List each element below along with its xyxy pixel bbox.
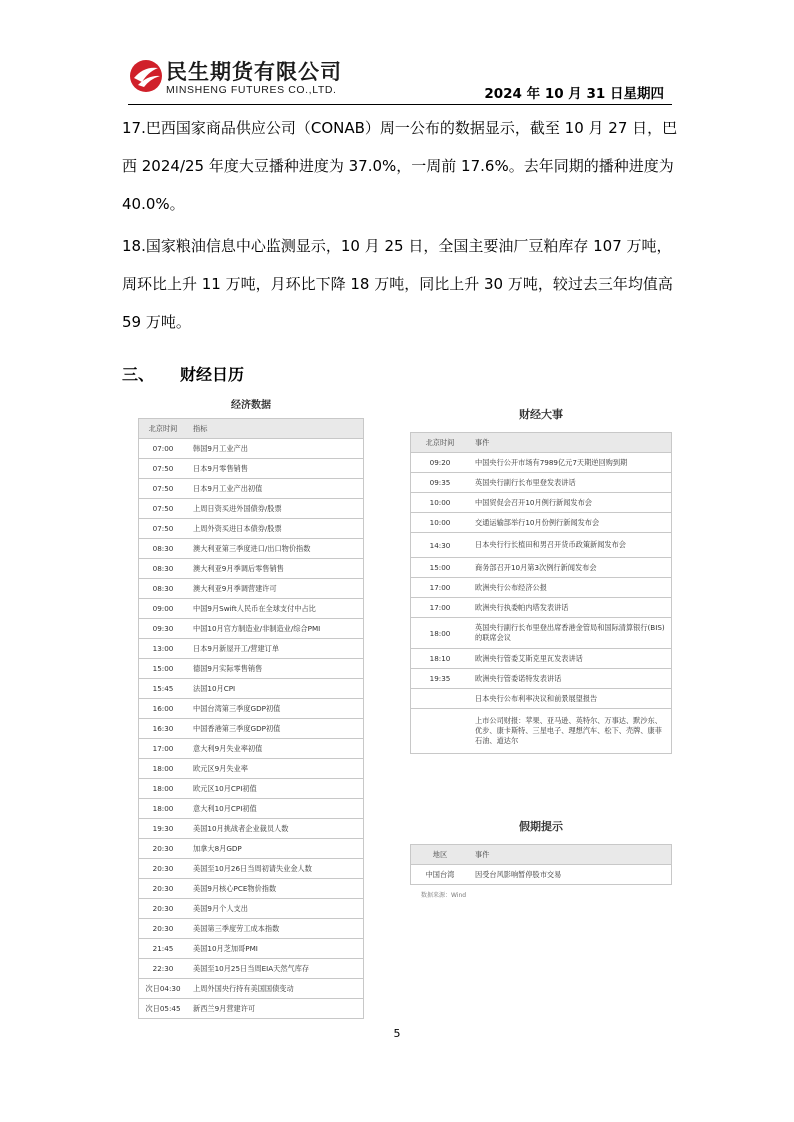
cell-time: 09:30 xyxy=(139,619,188,639)
table-row xyxy=(139,739,364,759)
header-divider xyxy=(128,104,672,105)
table-row xyxy=(411,865,672,885)
page-number: 5 xyxy=(393,1027,401,1040)
table-row xyxy=(139,939,364,959)
cell-content: 因受台风影响暂停股市交易 xyxy=(469,865,672,885)
table-row xyxy=(411,709,672,754)
table-row xyxy=(411,689,672,709)
cell-time: 09:20 xyxy=(411,453,470,473)
table-row xyxy=(411,473,672,493)
cell-time: 08:30 xyxy=(139,539,188,559)
cell-content: 英国央行副行长布里登出席香港金管局和国际清算银行(BIS)的联席会议 xyxy=(469,618,672,649)
cell-time: 20:30 xyxy=(139,919,188,939)
table-row xyxy=(139,499,364,519)
cell-content: 美国至10月26日当周初请失业金人数 xyxy=(187,859,364,879)
table-row xyxy=(139,459,364,479)
cell-time: 09:35 xyxy=(411,473,470,493)
cell-content: 欧洲央行执委帕内塔发表讲话 xyxy=(469,598,672,618)
cell-content: 上市公司财报：苹果、亚马逊、英特尔、万事达、默沙东、优步、康卡斯特、三星电子、理想汽车、松下、壳牌、康菲石油、道达尔 xyxy=(469,709,672,754)
cell-time: 19:30 xyxy=(139,819,188,839)
table-row xyxy=(139,819,364,839)
cell-time: 20:30 xyxy=(139,859,188,879)
holiday-table xyxy=(410,844,672,885)
cell-content: 美国10月挑战者企业裁员人数 xyxy=(187,819,364,839)
cell-content: 意大利9月失业率初值 xyxy=(187,739,364,759)
cell-time: 14:30 xyxy=(411,533,470,558)
cell-content: 日本9月零售销售 xyxy=(187,459,364,479)
cell-content: 日本央行行长植田和男召开货币政策新闻发布会 xyxy=(469,533,672,558)
table-row xyxy=(411,598,672,618)
cell-time: 07:00 xyxy=(139,439,188,459)
table-row xyxy=(139,559,364,579)
cell-time: 15:45 xyxy=(139,679,188,699)
cell-content: 中国10月官方制造业/非制造业/综合PMI xyxy=(187,619,364,639)
data-source-note: 数据来源：Wind xyxy=(421,892,467,899)
cell-content: 欧元区10月CPI初值 xyxy=(187,779,364,799)
table-row xyxy=(139,919,364,939)
table-row xyxy=(411,493,672,513)
table-header-row xyxy=(411,845,672,865)
cell-time: 18:10 xyxy=(411,649,470,669)
table-header-row xyxy=(139,419,364,439)
cell-content: 交通运输部举行10月份例行新闻发布会 xyxy=(469,513,672,533)
cell-time: 15:00 xyxy=(139,659,188,679)
paragraph-text: 国家粮油信息中心监测显示，10 月 25 日，全国主要油厂豆粕库存 107 万吨，周环比上升 11 万吨，月环比下降 18 万吨，同比上升 30 万吨，较过去三年均值高 59 万吨。 xyxy=(122,237,673,331)
financial-events-table xyxy=(410,432,672,754)
column-header-event: 事件 xyxy=(469,433,672,453)
cell-time: 10:00 xyxy=(411,513,470,533)
table-row xyxy=(139,959,364,979)
table-row xyxy=(139,439,364,459)
cell-content: 日本9月新屋开工/营建订单 xyxy=(187,639,364,659)
financial-events-title: 财经大事 xyxy=(519,408,563,421)
table-row xyxy=(139,479,364,499)
table-row xyxy=(411,618,672,649)
economic-data-title: 经济数据 xyxy=(231,400,271,411)
cell-content: 英国央行副行长布里登发表讲话 xyxy=(469,473,672,493)
column-header-time: 北京时间 xyxy=(411,433,470,453)
cell-time: 20:30 xyxy=(139,899,188,919)
table-row xyxy=(139,879,364,899)
cell-content: 意大利10月CPI初值 xyxy=(187,799,364,819)
table-row xyxy=(139,519,364,539)
cell-content: 中国9月Swift人民币在全球支付中占比 xyxy=(187,599,364,619)
cell-content: 中国贸促会召开10月例行新闻发布会 xyxy=(469,493,672,513)
cell-content: 美国第三季度劳工成本指数 xyxy=(187,919,364,939)
cell-time: 18:00 xyxy=(139,779,188,799)
cell-time: 22:30 xyxy=(139,959,188,979)
section-heading xyxy=(122,362,244,385)
table-row xyxy=(411,453,672,473)
column-header-indicator: 指标 xyxy=(187,419,364,439)
table-row xyxy=(411,558,672,578)
economic-data-table xyxy=(138,418,364,1019)
company-name-en: MINSHENG FUTURES CO.,LTD. xyxy=(166,84,337,96)
paragraph-text: 巴西国家商品供应公司（CONAB）周一公布的数据显示，截至 10 月 27 日，巴西 2024/25 年度大豆播种进度为 37.0%，一周前 17.6%。去年同期的播种进度为 40.0%。 xyxy=(122,119,678,213)
table-row xyxy=(139,599,364,619)
cell-time xyxy=(411,689,470,709)
table-row xyxy=(411,513,672,533)
table-row xyxy=(139,579,364,599)
cell-time: 18:00 xyxy=(139,759,188,779)
cell-time: 10:00 xyxy=(411,493,470,513)
company-name-cn: 民生期货有限公司 xyxy=(166,60,342,84)
cell-content: 欧洲央行公布经济公报 xyxy=(469,578,672,598)
section-number: 三、 xyxy=(122,365,155,384)
column-header-time: 北京时间 xyxy=(139,419,188,439)
cell-time: 07:50 xyxy=(139,519,188,539)
cell-content: 欧元区9月失业率 xyxy=(187,759,364,779)
cell-content: 日本9月工业产出初值 xyxy=(187,479,364,499)
table-row xyxy=(139,779,364,799)
cell-time: 18:00 xyxy=(139,799,188,819)
cell-content: 商务部召开10月第3次例行新闻发布会 xyxy=(469,558,672,578)
cell-content: 上周日资买进外国债券/股票 xyxy=(187,499,364,519)
cell-content: 美国9月核心PCE物价指数 xyxy=(187,879,364,899)
report-date: 2024 年 10 月 31 日星期四 xyxy=(484,86,664,102)
table-row xyxy=(411,533,672,558)
table-row xyxy=(411,578,672,598)
table-header-row xyxy=(411,433,672,453)
cell-content: 澳大利亚9月季调营建许可 xyxy=(187,579,364,599)
cell-time: 08:30 xyxy=(139,579,188,599)
cell-time: 20:30 xyxy=(139,879,188,899)
cell-time: 次日04:30 xyxy=(139,979,188,999)
cell-content: 美国至10月25日当周EIA天然气库存 xyxy=(187,959,364,979)
cell-content: 上周外资买进日本债券/股票 xyxy=(187,519,364,539)
cell-content: 新西兰9月营建许可 xyxy=(187,999,364,1019)
cell-content: 美国10月芝加哥PMI xyxy=(187,939,364,959)
cell-time: 15:00 xyxy=(411,558,470,578)
cell-content: 中国央行公开市场有7989亿元7天期逆回购到期 xyxy=(469,453,672,473)
paragraph-number: 17. xyxy=(122,119,146,137)
table-row xyxy=(139,899,364,919)
cell-content: 美国9月个人支出 xyxy=(187,899,364,919)
cell-time: 17:00 xyxy=(139,739,188,759)
table-row xyxy=(139,639,364,659)
paragraph-number: 18. xyxy=(122,237,146,255)
section-title: 财经日历 xyxy=(180,365,245,384)
column-header-region: 地区 xyxy=(411,845,470,865)
company-logo xyxy=(128,56,378,102)
cell-content: 法国10月CPI xyxy=(187,679,364,699)
paragraph-17 xyxy=(122,109,678,223)
cell-time: 07:50 xyxy=(139,479,188,499)
table-row xyxy=(411,649,672,669)
table-row xyxy=(139,799,364,819)
table-row xyxy=(139,719,364,739)
cell-time: 17:00 xyxy=(411,598,470,618)
cell-content: 欧洲央行管委诺特发表讲话 xyxy=(469,669,672,689)
cell-time: 19:35 xyxy=(411,669,470,689)
cell-time: 17:00 xyxy=(411,578,470,598)
cell-content: 中国台湾第三季度GDP初值 xyxy=(187,699,364,719)
cell-content: 澳大利亚第三季度进口/出口物价指数 xyxy=(187,539,364,559)
cell-time: 13:00 xyxy=(139,639,188,659)
column-header-event: 事件 xyxy=(469,845,672,865)
cell-content: 日本央行公布利率决议和前景展望报告 xyxy=(469,689,672,709)
table-row xyxy=(139,539,364,559)
cell-time xyxy=(411,709,470,754)
cell-time: 16:30 xyxy=(139,719,188,739)
cell-time: 次日05:45 xyxy=(139,999,188,1019)
cell-time: 07:50 xyxy=(139,499,188,519)
cell-time: 21:45 xyxy=(139,939,188,959)
cell-time: 09:00 xyxy=(139,599,188,619)
cell-time: 中国台湾 xyxy=(411,865,470,885)
table-row xyxy=(139,999,364,1019)
cell-content: 德国9月实际零售销售 xyxy=(187,659,364,679)
minsheng-logo-icon xyxy=(128,58,164,94)
table-row xyxy=(139,699,364,719)
table-row xyxy=(139,679,364,699)
cell-content: 上周外国央行持有美国国债变动 xyxy=(187,979,364,999)
table-row xyxy=(139,759,364,779)
cell-content: 澳大利亚9月季调后零售销售 xyxy=(187,559,364,579)
table-row xyxy=(139,979,364,999)
holiday-notice-title: 假期提示 xyxy=(519,820,563,833)
cell-time: 20:30 xyxy=(139,839,188,859)
table-row xyxy=(411,669,672,689)
table-row xyxy=(139,859,364,879)
cell-time: 07:50 xyxy=(139,459,188,479)
cell-content: 韩国9月工业产出 xyxy=(187,439,364,459)
cell-content: 中国香港第三季度GDP初值 xyxy=(187,719,364,739)
cell-time: 16:00 xyxy=(139,699,188,719)
paragraph-18 xyxy=(122,227,678,341)
cell-time: 18:00 xyxy=(411,618,470,649)
table-row xyxy=(139,839,364,859)
table-row xyxy=(139,659,364,679)
cell-content: 加拿大8月GDP xyxy=(187,839,364,859)
table-row xyxy=(139,619,364,639)
cell-time: 08:30 xyxy=(139,559,188,579)
cell-content: 欧洲央行管委艾斯克里瓦发表讲话 xyxy=(469,649,672,669)
